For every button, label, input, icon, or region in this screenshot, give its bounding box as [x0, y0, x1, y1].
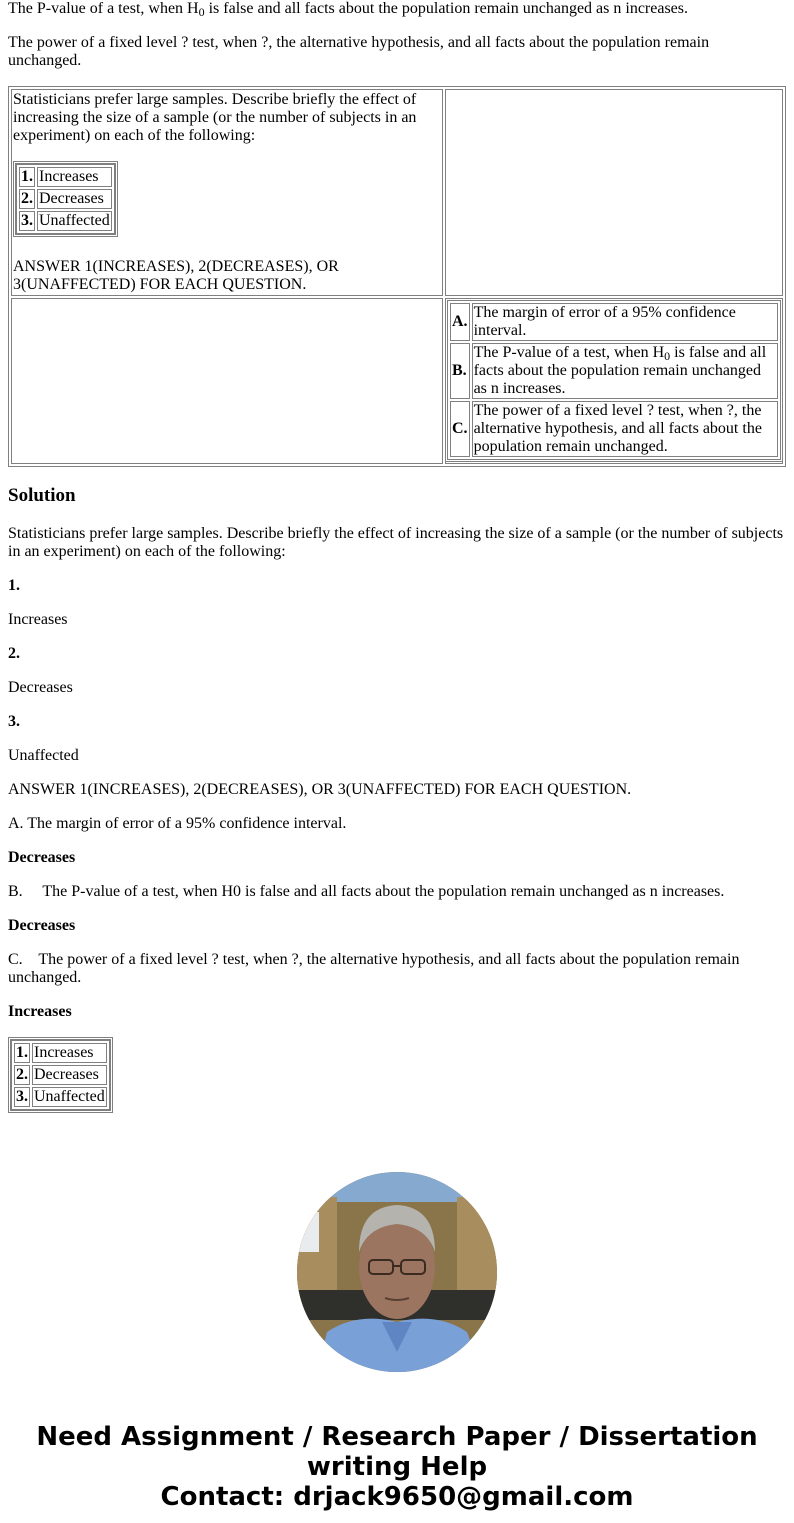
solution-question-c: C. The power of a fixed level ? test, when ?, the alternative hypothesis, and all facts about the population remain unchanged. [8, 951, 740, 986]
question-item-row [450, 401, 778, 457]
choice-label: Increases [37, 167, 112, 187]
question-item-row [450, 343, 778, 399]
choice-label: Increases [32, 1043, 107, 1063]
item-letter: A. [450, 303, 470, 341]
empty-cell [445, 89, 783, 296]
question-items-table [447, 300, 781, 460]
question-instruction: ANSWER 1(INCREASES), 2(DECREASES), OR 3(UNAFFECTED) FOR EACH QUESTION. [13, 258, 339, 293]
choice-row [14, 1065, 107, 1085]
choice-label: Unaffected [34, 1088, 105, 1105]
solution-list-label: Unaffected [8, 747, 79, 764]
choice-number: 1. [21, 168, 33, 185]
choice-row [19, 189, 112, 209]
choice-row [14, 1087, 107, 1107]
choice-label: Unaffected [39, 212, 110, 229]
solution-instruction: ANSWER 1(INCREASES), 2(DECREASES), OR 3(UNAFFECTED) FOR EACH QUESTION. [8, 781, 632, 798]
solution-heading: Solution [8, 485, 76, 506]
choice-label: Decreases [37, 189, 112, 209]
choice-row [19, 167, 112, 187]
intro-line-b [8, 0, 786, 18]
choice-row [14, 1043, 107, 1063]
solution-choices-table [10, 1039, 111, 1111]
solution-list-label: Increases [8, 611, 68, 628]
question-intro-cell [11, 89, 443, 296]
question-item-row [450, 303, 778, 341]
item-text: The power of a fixed level ? test, when ?, the alternative hypothesis, and all facts about the population remain unchanged. [472, 401, 778, 457]
subscript-zero: 0 [664, 349, 671, 363]
choice-number: 2. [16, 1066, 28, 1083]
choice-label: Decreases [32, 1065, 107, 1085]
item-text-part: is false and all facts about the population remain unchanged as n increases. [473, 344, 767, 397]
empty-cell [11, 298, 443, 464]
avatar-container [8, 1172, 786, 1372]
solution-choices-table-wrap [8, 1037, 113, 1113]
subscript-zero: 0 [198, 5, 205, 19]
solution-question-a: A. The margin of error of a 95% confidence interval. [8, 815, 347, 832]
question-items-cell [445, 298, 783, 464]
solution-answer-b: Decreases [8, 917, 76, 934]
choice-row [19, 211, 112, 231]
intro-line-b-text: The P-value of a test, when H [8, 0, 199, 17]
solution-list-label: Decreases [8, 679, 73, 696]
solution-list-number: 1. [8, 577, 20, 594]
solution-prompt: Statisticians prefer large samples. Describe briefly the effect of increasing the size of a sample (or the number of subjects in an experiment) on each of the following: [8, 525, 784, 560]
solution-answer-a: Decreases [8, 849, 76, 866]
solution-list-number: 2. [8, 645, 20, 662]
choices-table [15, 163, 116, 235]
choice-number: 2. [21, 190, 33, 207]
intro-line-b-text-end: is false and all facts about the population remain unchanged as n increases. [204, 0, 688, 17]
question-prompt: Statisticians prefer large samples. Describe briefly the effect of increasing the size of a sample (or the number of subjects in an experiment) on each of the following: [13, 91, 417, 144]
promo-line-help: Need Assignment / Research Paper / Dissertation writing Help [36, 1422, 758, 1482]
question-table [8, 86, 786, 467]
choice-number: 3. [16, 1088, 28, 1105]
item-text-part: The P-value of a test, when H [473, 344, 665, 361]
intro-line-c: The power of a fixed level ? test, when ?, the alternative hypothesis, and all facts about the population remain unchanged. [8, 34, 710, 69]
item-letter: B. [450, 343, 470, 399]
item-letter: C. [450, 401, 470, 457]
item-text: The margin of error of a 95% confidence interval. [472, 303, 778, 341]
solution-answer-c: Increases [8, 1003, 72, 1020]
promo-line-contact: Contact: drjack9650@gmail.com [160, 1482, 634, 1512]
author-avatar-photo [297, 1172, 497, 1372]
item-text [472, 343, 778, 399]
choice-number: 1. [16, 1044, 28, 1061]
solution-question-b: B. The P-value of a test, when H0 is false and all facts about the population remain unchanged as n increases. [8, 883, 725, 900]
choice-number: 3. [21, 212, 33, 229]
choices-table-wrap [13, 161, 118, 237]
person-portrait-icon [297, 1172, 497, 1372]
promo-banner [8, 1422, 786, 1512]
solution-list-number: 3. [8, 713, 20, 730]
